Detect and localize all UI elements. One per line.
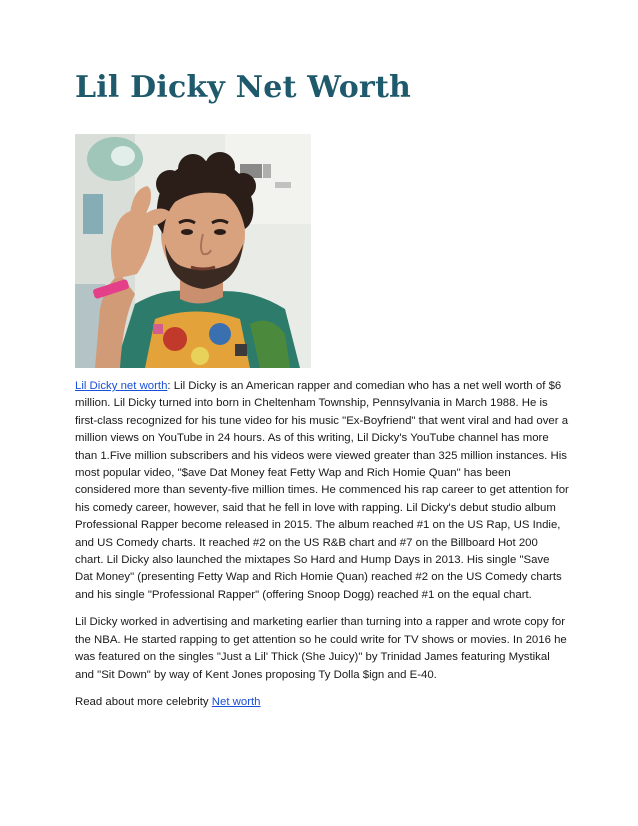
article-body — [75, 378, 569, 721]
portrait-photo — [75, 134, 311, 368]
read-more-text: Read about more celebrity — [75, 695, 212, 708]
paragraph-intro — [75, 378, 569, 604]
paragraph-read-more — [75, 694, 569, 711]
paragraph-intro-text: : Lil Dicky is an American rapper and comedian who has a net well worth of $6 million. Lil Dicky turned into born in Cheltenham Township, Pennsylvania in March 1988. He is first-class recognized for his tune video for his music "Ex-Boyfriend" that went viral and had over a million views on YouTube in 24 hours. As of this writing, Lil Dicky's YouTube channel has more than 1.Five million subscribers and his videos were viewed greater than 325 million instances. His most popular video, "$ave Dat Money feat Fetty Wap and Rich Homie Quan" has been considered more than seventy-five million times. He commenced his rap career to get attention for his comedy career, however, said that he fell in love with rapping. Lil Dicky's debut studio album Professional Rapper become released in 2015. The album reached #1 on the US Rap, US Indie, and US Comedy charts. It reached #2 on the US R&B chart and #7 on the Billboard Hot 200 chart. Lil Dicky also launched the mixtapes So Hard and Hump Days in 2013. His single "Save Dat Money" (presenting Fetty Wap and Rich Homie Quan) reached #2 on the US Comedy charts and his single "Professional Rapper" (offering Snoop Dogg) reached #1 on the equal chart. — [75, 380, 569, 601]
paragraph-career: Lil Dicky worked in advertising and marketing earlier than turning into a rapper and wrote copy for the NBA. He started rapping to get attention so he could write for TV shows or movies. In 2016 he was featured on the singles "Just a Lil' Thick (She Juicy)" by Trinidad James featuring Mystikal and "Sit Down" by way of Kent Jones proposing Ty Dolla $ign and E-40. — [75, 616, 567, 681]
page-title: Lil Dicky Net Worth — [75, 70, 412, 105]
net-worth-link[interactable]: Lil Dicky net worth — [75, 380, 168, 392]
celebrity-net-worth-link[interactable]: Net worth — [211, 695, 261, 708]
